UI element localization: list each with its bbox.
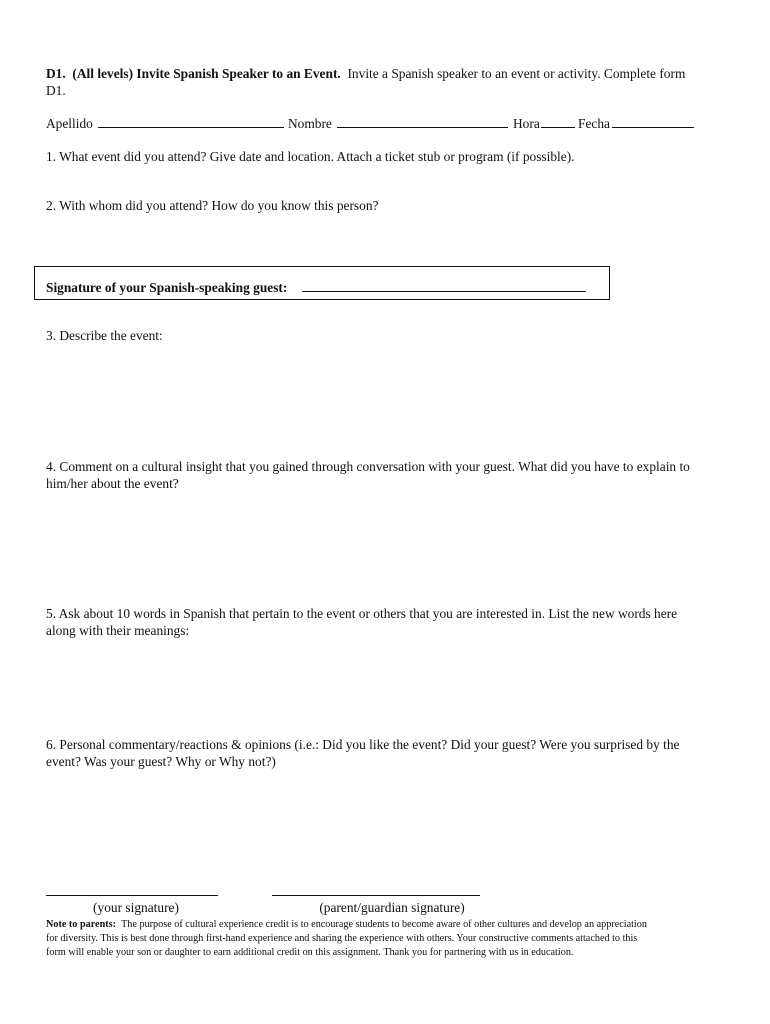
nombre-field[interactable] <box>337 127 508 128</box>
form-intro: Invite a Spanish speaker to an event or activity. Complete form <box>347 66 686 81</box>
question-6-line-1: 6. Personal commentary/reactions & opinions (i.e.: Did you like the event? Did your guest? Were you surprised by the <box>46 737 680 752</box>
form-title: (All levels) Invite Spanish Speaker to an Event. <box>72 66 341 81</box>
guest-signature-field[interactable] <box>302 291 586 292</box>
question-2: 2. With whom did you attend? How do you know this person? <box>46 198 379 213</box>
fecha-label: Fecha <box>578 116 610 131</box>
nombre-label: Nombre <box>288 116 332 131</box>
note-to-parents <box>46 918 647 932</box>
student-signature-label: (your signature) <box>93 900 179 915</box>
hora-label: Hora <box>513 116 540 131</box>
guest-signature-label: Signature of your Spanish-speaking guest: <box>46 280 288 295</box>
note-line-3: form will enable your son or daughter to earn additional credit on this assignment. Thank you for partnering with us in education. <box>46 947 574 958</box>
question-4-line-1: 4. Comment on a cultural insight that you gained through conversation with your guest. What did you have to explain to <box>46 459 690 474</box>
form-code: D1. <box>46 66 66 81</box>
question-3: 3. Describe the event: <box>46 328 163 343</box>
question-5-line-1: 5. Ask about 10 words in Spanish that pertain to the event or others that you are interested in. List the new words here <box>46 606 678 621</box>
note-label: Note to parents: <box>46 919 116 930</box>
form-intro-continued: D1. <box>46 83 66 98</box>
note-line-2: for diversity. This is best done through first-hand experience and sharing the experience with others. Your constructive comments attached to this <box>46 933 638 944</box>
question-6-line-2: event? Was your guest? Why or Why not?) <box>46 754 276 769</box>
apellido-label: Apellido <box>46 116 93 131</box>
note-line-1: The purpose of cultural experience credit is to encourage students to become aware of other cultures and develop an appreciation <box>121 919 647 930</box>
parent-signature-field[interactable] <box>272 895 480 896</box>
student-signature-field[interactable] <box>46 895 218 896</box>
hora-field[interactable] <box>541 127 575 128</box>
form-heading <box>46 65 685 82</box>
apellido-field[interactable] <box>98 127 284 128</box>
parent-signature-label: (parent/guardian signature) <box>319 900 465 915</box>
fecha-field[interactable] <box>612 127 694 128</box>
question-1: 1. What event did you attend? Give date and location. Attach a ticket stub or program (if possible). <box>46 149 575 164</box>
question-5-line-2: along with their meanings: <box>46 623 190 638</box>
question-4-line-2: him/her about the event? <box>46 476 179 491</box>
